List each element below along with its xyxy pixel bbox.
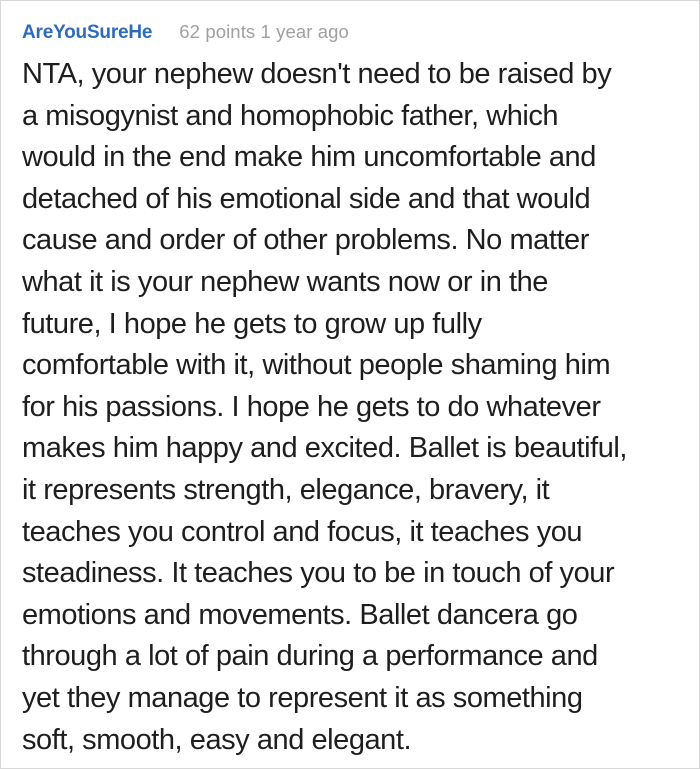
comment-body-line: it represents strength, elegance, bravery, it bbox=[22, 473, 550, 506]
comment-body-line: steadiness. It teaches you to be in touch of your bbox=[22, 557, 615, 590]
comment-body-line: what it is your nephew wants now or in the bbox=[22, 265, 548, 298]
comment-body-line: detached of his emotional side and that would bbox=[22, 182, 591, 215]
comment-body-line: through a lot of pain during a performance and bbox=[22, 640, 598, 673]
comment-body-line: yet they manage to represent it as something bbox=[22, 681, 583, 714]
comment-body-line: would in the end make him uncomfortable and bbox=[22, 141, 596, 174]
comment-meta: 62 points 1 year ago bbox=[179, 21, 349, 42]
comment-body-line: for his passions. I hope he gets to do whatever bbox=[22, 390, 601, 423]
comment-header bbox=[22, 20, 679, 45]
comment-body-line: cause and order of other problems. No matter bbox=[22, 224, 589, 257]
comment-body-line: future, I hope he gets to grow up fully bbox=[22, 307, 482, 340]
comment-body-line: comfortable with it, without people shaming him bbox=[22, 349, 611, 382]
comment-body bbox=[22, 54, 679, 761]
comment-body-line: teaches you control and focus, it teaches you bbox=[22, 515, 583, 548]
comment-body-line: makes him happy and excited. Ballet is beautiful, bbox=[22, 432, 628, 465]
comment-body-line: NTA, your nephew doesn't need to be raised by bbox=[22, 58, 612, 90]
username-link[interactable]: AreYouSureHe bbox=[22, 22, 153, 43]
comment-body-line: soft, smooth, easy and elegant. bbox=[22, 723, 412, 756]
comment-body-line: a misogynist and homophobic father, which bbox=[22, 99, 559, 132]
comment-body-line: emotions and movements. Ballet dancera go bbox=[22, 598, 578, 631]
